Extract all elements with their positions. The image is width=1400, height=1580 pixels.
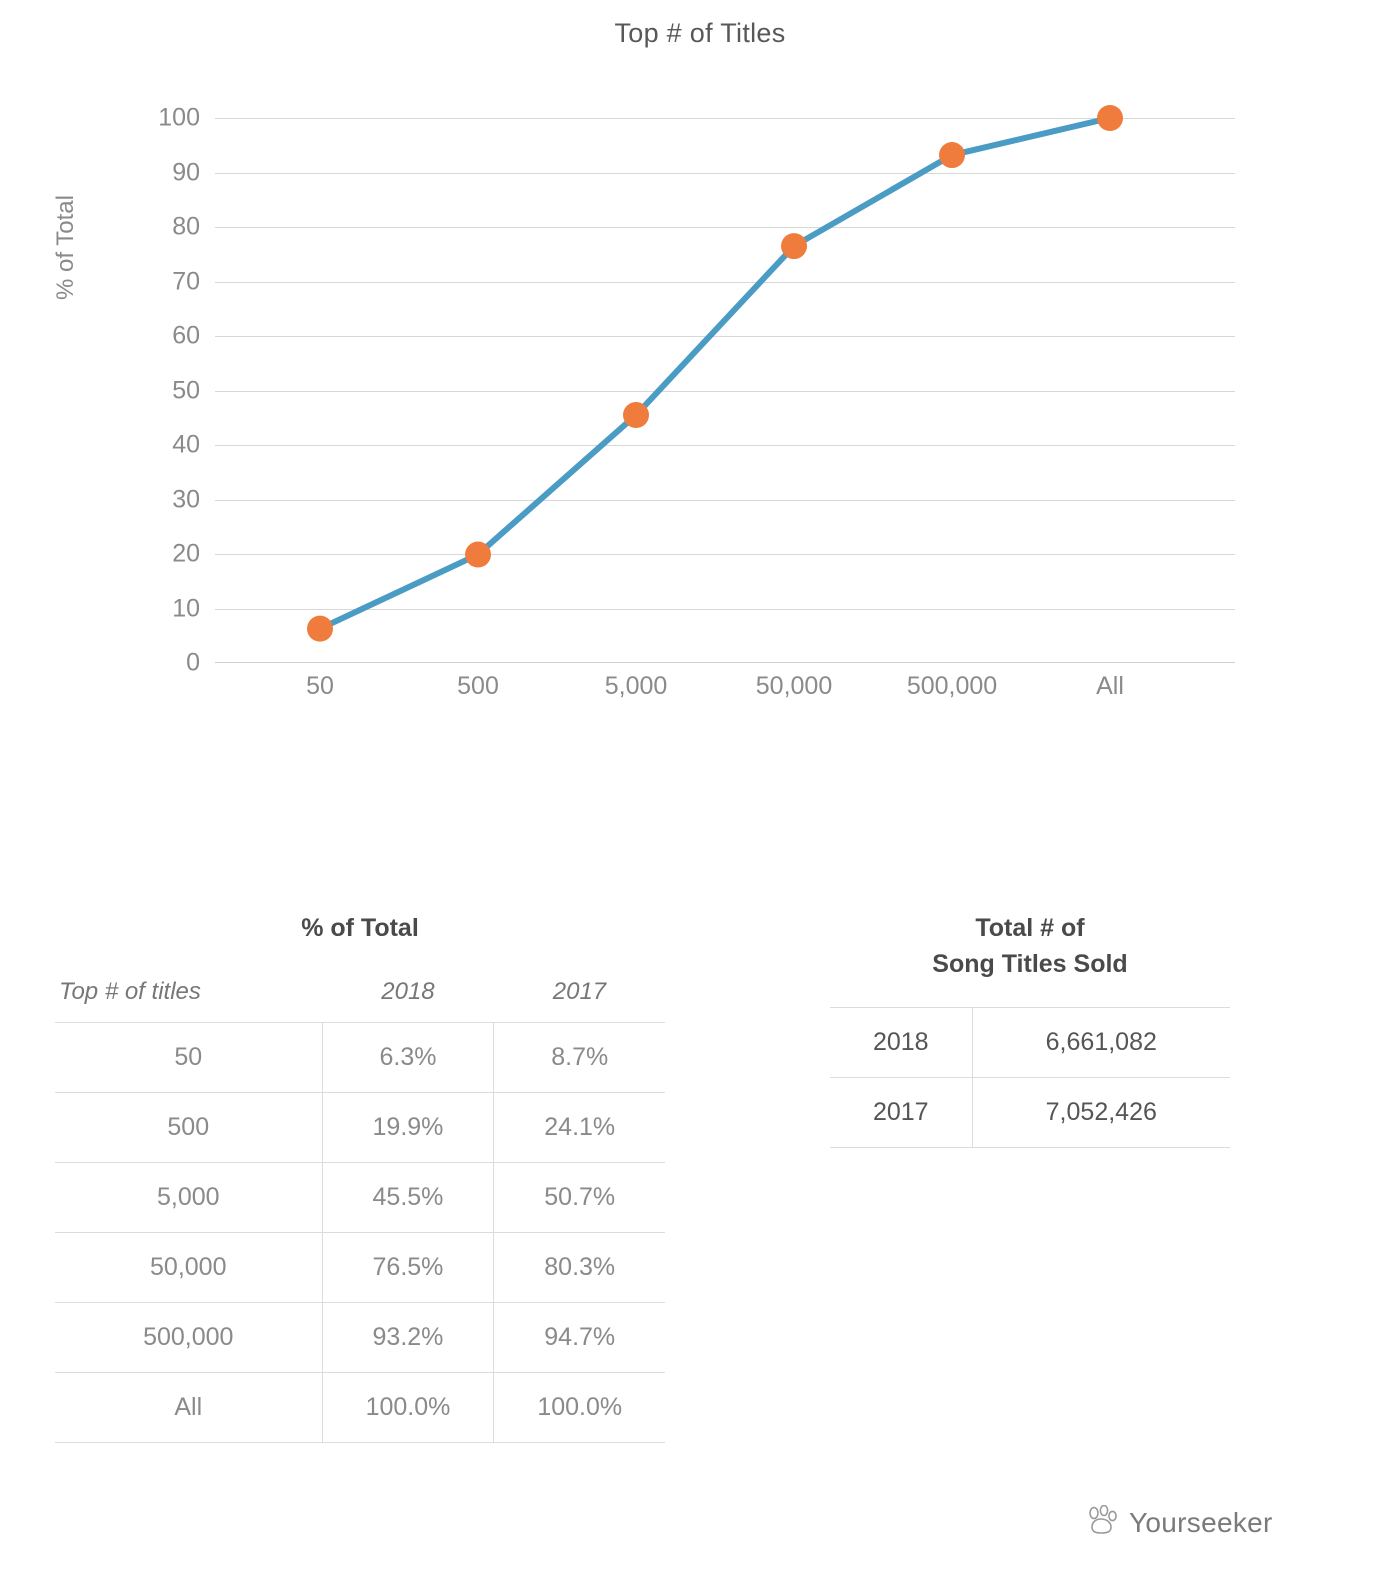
table-row xyxy=(55,1233,665,1303)
percent-of-total-table xyxy=(55,968,665,1443)
watermark xyxy=(1085,1505,1273,1540)
table-cell: 7,052,426 xyxy=(972,1077,1230,1147)
x-axis-tick-label: All xyxy=(1096,672,1124,700)
right-table-caption-line1: Total # of xyxy=(975,914,1085,942)
y-axis-tick-label: 20 xyxy=(172,539,200,568)
table-cell: 94.7% xyxy=(494,1303,665,1373)
table-cell: 50.7% xyxy=(494,1163,665,1233)
data-point-marker xyxy=(939,142,965,168)
paw-logo-icon xyxy=(1085,1505,1119,1540)
table-cell: 76.5% xyxy=(322,1233,494,1303)
table-row xyxy=(830,1007,1230,1077)
table-cell: 500 xyxy=(55,1093,322,1163)
total-titles-sold-table-wrap xyxy=(830,910,1230,1148)
table-row xyxy=(830,1077,1230,1147)
table-cell: 100.0% xyxy=(322,1373,494,1443)
plot-area xyxy=(158,103,1235,677)
line-series xyxy=(215,118,1235,663)
table-cell: 2017 xyxy=(830,1077,972,1147)
y-axis-tick-label: 90 xyxy=(172,158,200,186)
table-cell: 19.9% xyxy=(322,1093,494,1163)
column-header-2017: 2017 xyxy=(552,978,607,1006)
x-axis-tick-label: 5,000 xyxy=(604,672,668,700)
x-axis-tick-label: 500,000 xyxy=(906,672,998,700)
table-cell: 24.1% xyxy=(494,1093,665,1163)
table-cell: 93.2% xyxy=(322,1303,494,1373)
x-axis-tick-label: 50,000 xyxy=(755,672,833,700)
table-cell: 6,661,082 xyxy=(972,1007,1230,1077)
y-axis-tick-label: 80 xyxy=(172,212,200,241)
data-point-marker xyxy=(307,616,333,642)
table-row xyxy=(55,1023,665,1093)
table-row xyxy=(55,1093,665,1163)
table-header-row xyxy=(55,968,665,1023)
table-row xyxy=(55,1373,665,1443)
column-header-2018: 2018 xyxy=(381,978,435,1006)
table-row xyxy=(55,1163,665,1233)
left-table-caption: % of Total xyxy=(301,914,419,942)
data-point-marker xyxy=(1097,105,1123,131)
table-cell: 2018 xyxy=(830,1007,972,1077)
table-cell: 100.0% xyxy=(494,1373,665,1443)
table-cell: 6.3% xyxy=(322,1023,494,1093)
y-axis-tick-label: 60 xyxy=(172,321,200,350)
data-point-marker xyxy=(623,402,649,428)
y-axis-title: % of Total xyxy=(52,195,79,300)
table-cell: 80.3% xyxy=(494,1233,665,1303)
table-row xyxy=(55,1303,665,1373)
y-axis-tick-label: 50 xyxy=(172,376,200,404)
table-cell: 45.5% xyxy=(322,1163,494,1233)
y-axis-tick-label: 100 xyxy=(158,103,200,132)
table-cell: 8.7% xyxy=(494,1023,665,1093)
watermark-label: Yourseeker xyxy=(1129,1506,1273,1538)
y-axis-tick-label: 40 xyxy=(172,430,200,459)
total-titles-sold-table xyxy=(830,1007,1230,1148)
table-cell: 500,000 xyxy=(55,1303,322,1373)
x-axis-tick-label: 500 xyxy=(457,672,499,700)
table-cell: 50,000 xyxy=(55,1233,322,1303)
y-axis-tick-label: 10 xyxy=(172,594,200,622)
data-point-marker xyxy=(781,233,807,259)
chart-title: Top # of Titles xyxy=(614,18,786,48)
right-table-caption-line2: Song Titles Sold xyxy=(932,950,1128,979)
y-axis-tick-label: 0 xyxy=(186,648,200,677)
y-axis-tick-label: 70 xyxy=(172,267,200,295)
table-cell: All xyxy=(55,1373,322,1443)
y-axis-tick-label: 30 xyxy=(172,485,200,513)
table-cell: 50 xyxy=(55,1023,322,1093)
tables-container xyxy=(0,880,1400,1580)
x-axis-tick-label: 50 xyxy=(306,672,334,700)
column-header-top-titles: Top # of titles xyxy=(59,978,201,1006)
table-cell: 5,000 xyxy=(55,1163,322,1233)
percent-of-total-table-wrap xyxy=(55,910,665,1443)
data-point-marker xyxy=(465,542,491,568)
